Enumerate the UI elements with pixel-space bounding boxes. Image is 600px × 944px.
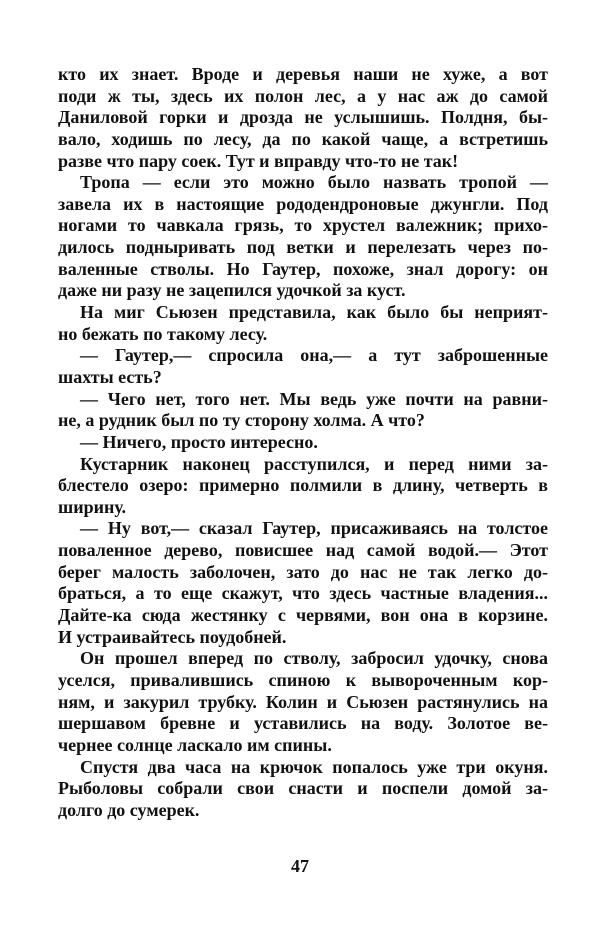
text-line: но бежать по такому лесу.: [58, 323, 268, 344]
text-line: даже ни разу не зацепился удочкой за куст.: [58, 280, 406, 301]
text-line: — Гаутер,— спросила она,— а тут заброшенные: [80, 345, 548, 366]
text-line: браться, а то еще скажут, что здесь частные владения...: [58, 583, 548, 604]
text-line: кто их знает. Вроде и деревья наши не хуже, а вот: [58, 64, 548, 84]
text-line: берег малость заболочен, зато до нас не так легко до-: [58, 561, 548, 582]
text-line: долго до сумерек.: [58, 799, 200, 820]
text-line: поди ж ты, здесь их полон лес, а у нас аж до самой: [58, 85, 548, 106]
text-line: блестело озеро: примерно полмили в длину, четверть в: [58, 475, 548, 496]
text-line: дилось подныривать под ветки и перелезать через по-: [58, 237, 548, 258]
text-line: Даниловой горки и дрозда не услышишь. Полдня, бы-: [58, 107, 548, 128]
text-line: Дайте-ка сюда жестянку с червями, вон она в корзине.: [58, 605, 548, 626]
text-line: завела их в настоящие рододендроновые джунгли. Под: [58, 193, 548, 214]
text-line: шершавом бревне и уставились на воду. Золотое ве-: [58, 713, 548, 734]
text-line: шахты есть?: [58, 366, 162, 387]
text-line: Рыболовы собрали свои снасти и поспели домой за-: [58, 778, 548, 799]
text-line: ширину.: [58, 496, 127, 517]
text-line: ням, и закурил трубку. Колин и Сьюзен растянулись на: [58, 691, 548, 712]
text-line: не, а рудник был по ту сторону холма. А что?: [58, 410, 425, 431]
page-number: 47: [291, 856, 309, 876]
text-line: разве что пару соек. Тут и вправду что-то не так!: [58, 150, 459, 171]
text-line: — Ну вот,— сказал Гаутер, присаживаясь на толстое: [80, 518, 548, 539]
text-line: И устраивайтесь поудобней.: [58, 626, 287, 647]
text-line: На миг Сьюзен представила, как было бы неприят-: [80, 302, 548, 323]
text-line: ногами то чавкала грязь, то хрустел валежник; прихо-: [58, 215, 548, 236]
text-line: валенные стволы. Но Гаутер, похоже, знал дорогу: он: [58, 258, 548, 279]
text-line: Он прошел вперед по стволу, забросил удочку, снова: [80, 648, 548, 669]
text-line: Тропа — если это можно было назвать тропой —: [80, 172, 548, 193]
text-line: поваленное дерево, повисшее над самой водой.— Этот: [58, 540, 548, 561]
text-line: — Ничего, просто интересно.: [80, 431, 318, 452]
page-body-text: [58, 64, 548, 821]
text-line: Спустя два часа на крючок попалось уже три окуня.: [80, 756, 548, 777]
text-line: Кустарник наконец расступился, и перед ними за-: [80, 453, 548, 474]
text-line: вало, ходишь по лесу, да по какой чаще, а встретишь: [58, 128, 548, 149]
text-line: уселся, привалившись спиною к вывороченным кор-: [58, 669, 548, 690]
text-line: — Чего нет, того нет. Мы ведь уже почти на равни-: [80, 388, 548, 409]
text-line: чернее солнце ласкало им спины.: [58, 734, 332, 755]
